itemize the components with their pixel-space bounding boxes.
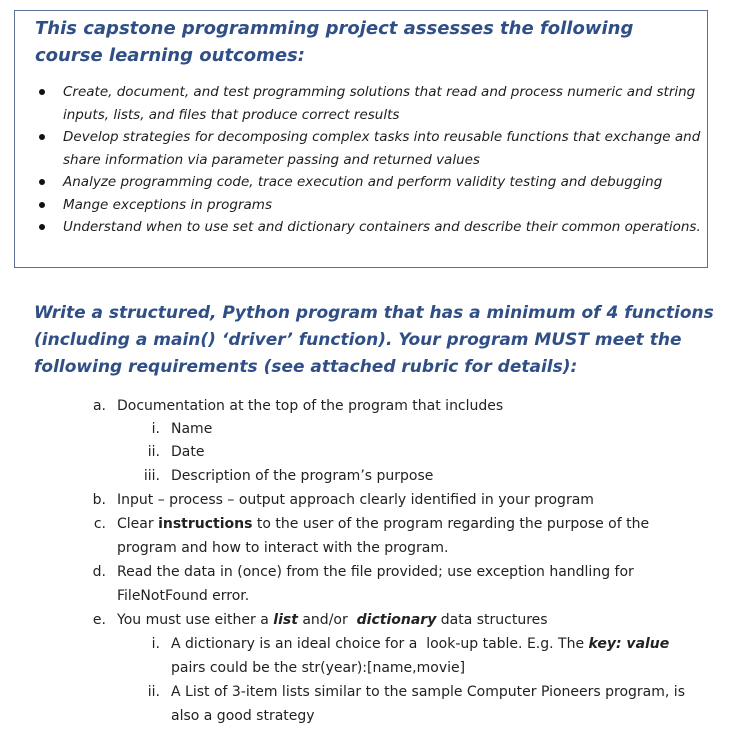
requirement-text	[117, 513, 649, 536]
requirement-marker: e.	[92, 612, 106, 628]
text-segment: You must use either a	[117, 612, 274, 628]
requirement-marker: a.	[92, 398, 106, 414]
list-emphasis: list	[273, 612, 298, 628]
outcomes-title: This capstone programming project assesses the following course learning outcomes:	[35, 18, 634, 66]
text-segment: and/or	[297, 612, 357, 628]
requirement-marker: b.	[92, 492, 106, 508]
requirement-marker: c.	[93, 516, 106, 532]
requirement-marker: d.	[92, 564, 106, 580]
sub-text	[171, 633, 669, 656]
outcome-item: Develop strategies for decomposing complex tasks into reusable functions that exchange and share information via parameter passing and returned values	[35, 126, 715, 171]
outcome-item: Understand when to use set and dictionary containers and describe their common operations.	[35, 216, 715, 239]
dictionary-emphasis: dictionary	[356, 612, 437, 628]
requirement-text: Read the data in (once) from the file provided; use exception handling for	[117, 564, 634, 580]
outcome-item: Mange exceptions in programs	[35, 194, 715, 217]
sub-text: Date	[171, 444, 205, 460]
sub-marker: ii.	[147, 684, 160, 700]
sub-marker: i.	[151, 421, 160, 437]
text-segment: data structures	[436, 612, 548, 628]
sub-text: A List of 3-item lists similar to the sample Computer Pioneers program, is	[171, 684, 685, 700]
sub-marker: i.	[151, 636, 160, 652]
text-segment: Clear	[117, 516, 159, 532]
outcome-item: Create, document, and test programming solutions that read and process numeric and string inputs, lists, and files that produce correct results	[35, 81, 715, 126]
requirement-text: Input – process – output approach clearly identified in your program	[117, 492, 594, 508]
text-segment: A dictionary is an ideal choice for a look-up table. E.g. The	[171, 636, 589, 652]
requirement-text: Documentation at the top of the program that includes	[117, 398, 504, 414]
key-value-emphasis: key: value	[588, 636, 670, 652]
requirement-text: FileNotFound error.	[117, 588, 250, 604]
sub-marker: iii.	[143, 468, 160, 484]
outcome-item: Analyze programming code, trace execution and perform validity testing and debugging	[35, 171, 715, 194]
outcomes-list	[35, 81, 715, 239]
text-segment: to the user of the program regarding the purpose of the	[252, 516, 650, 532]
sub-text: Name	[171, 421, 213, 437]
sub-marker: ii.	[147, 444, 160, 460]
sub-text: Description of the program’s purpose	[171, 468, 434, 484]
sub-text: also a good strategy	[171, 708, 315, 724]
sub-text: pairs could be the str(year):[name,movie]	[171, 660, 466, 676]
requirement-text	[117, 609, 548, 632]
instructions-emphasis: instructions	[158, 516, 253, 532]
assignment-heading: Write a structured, Python program that has a minimum of 4 functions (including a main() ‘driver’ function). Your program MUST meet the following requirements (see attached rubric for details):	[34, 303, 714, 377]
learning-outcomes-box	[14, 10, 708, 268]
requirement-text: program and how to interact with the program.	[117, 540, 449, 556]
